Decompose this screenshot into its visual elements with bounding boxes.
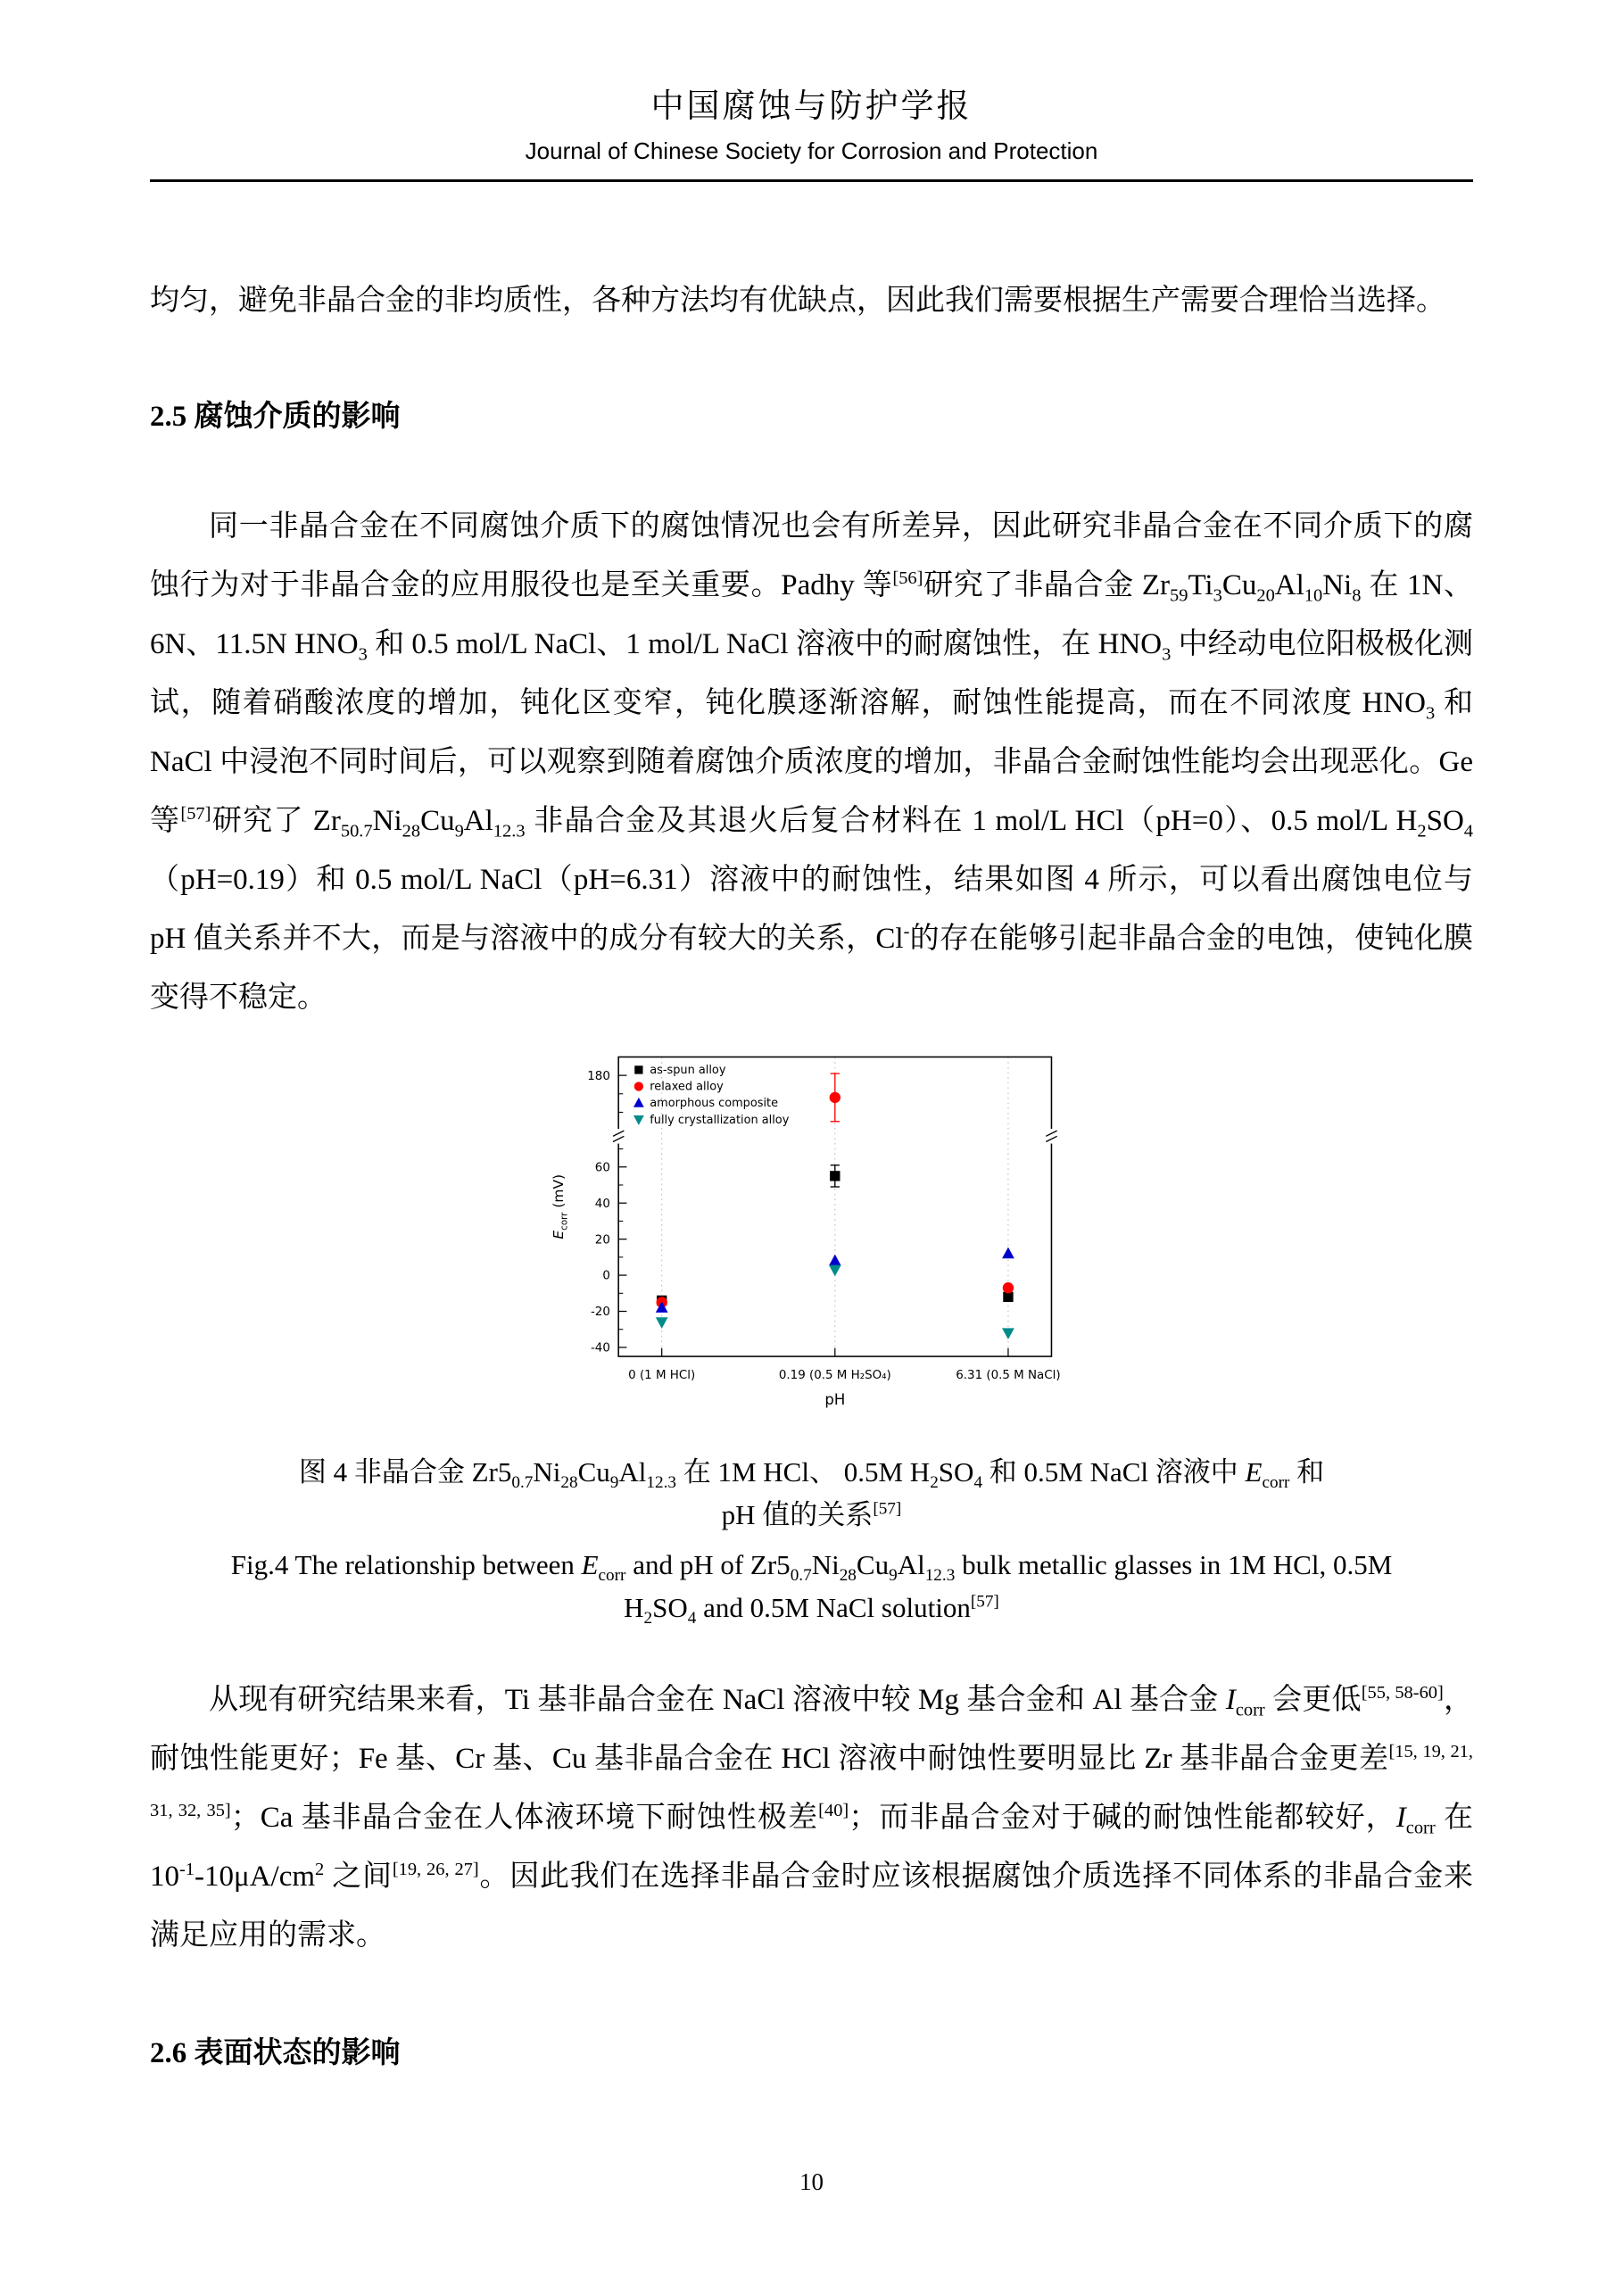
paragraph-main: 同一非晶合金在不同腐蚀介质下的腐蚀情况也会有所差异，因此研究非晶合金在不同介质下的腐蚀行为对于非晶合金的应用服役也是至关重要。Padhy 等[56]研究了非晶合金 $Zr_{59}Ti_3Cu_{20}Al_{10}Ni_8$ 在 1N、6N、11.5N $HNO_3$ 和 0.5 mol/L NaCl、1 mol/L NaCl 溶液中的耐腐蚀性，在 $HNO_3$ 中经动电位阳极极化测试，随着硝酸浓度的增加，钝化区变窄，钝化膜逐渐溶解，耐蚀性能提高，而在不同浓度 $HNO_3$ 和 NaCl 中浸泡不同时间后，可以观察到随着腐蚀介质浓度的增加，非晶合金耐蚀性能均会出现恶化。Ge 等[57]研究了 $Zr_{50.7}Ni_{28}Cu_9Al_{12.3}$ 非晶合金及其退火后复合材料在 1 mol/L HCl（pH=0）、0.5 mol/L $H_2SO_4(pH=0.19)$和 0.5 mol/L NaCl（pH=6.31）溶液中的耐蚀性，结果如图 4 所示，可以看出腐蚀电位与 pH 值关系并不大，而是与溶液中的成分有较大的关系，Cl-的存在能够引起非晶合金的电蚀，使钝化膜变得不稳定。 (150, 510, 1474, 1014)
section-heading-2-6: 2.6 表面状态的影响 (150, 2037, 401, 2069)
svg-text:-40: -40 (590, 1341, 610, 1355)
svg-text:relaxed alloy: relaxed alloy (649, 1080, 724, 1094)
page-number: 10 (799, 2168, 824, 2195)
svg-text:fully crystallization alloy: fully crystallization alloy (649, 1113, 789, 1127)
svg-text:20: 20 (594, 1233, 610, 1247)
figure-4-chart (535, 1043, 1089, 1439)
paragraph-discussion: 从现有研究结果来看，Ti 基非晶合金在 NaCl 溶液中较 Mg 基合金和 Al 基合金 $I_{corr}$ 会更低[55, 58-60]，耐蚀性能更好；Fe 基、Cr 基、Cu 基非晶合金在 HCl 溶液中耐蚀性要明显比 Zr 基非晶合金更差[15, 19, 21, 31, 32, 35]；Ca 基非晶合金在人体液环境下耐蚀性极差[40]；而非晶合金对于碱的耐蚀性能都较好，$I_{corr}$ 在 $10^{-1}-10\mu A/cm^2$ 之间[19, 26, 27]。因此我们在选择非晶合金时应该根据腐蚀介质选择不同体系的非晶合金来满足应用的需求。 (150, 1683, 1474, 1952)
svg-text:0: 0 (601, 1269, 610, 1283)
section-heading-2-5: 2.5 腐蚀介质的影响 (150, 401, 401, 433)
paragraph-intro: 均匀，避免非晶合金的非均质性，各种方法均有优缺点，因此我们需要根据生产需要合理恰当选择。 (150, 285, 1445, 317)
svg-text:0 (1 M HCl): 0 (1 M HCl) (627, 1368, 695, 1382)
header-divider (150, 179, 1473, 182)
journal-header (150, 79, 1473, 182)
journal-title-en: Journal of Chinese Society for Corrosion and Protection (525, 137, 1098, 164)
svg-text:as-spun alloy: as-spun alloy (649, 1064, 725, 1078)
svg-text:-20: -20 (590, 1305, 610, 1320)
svg-text:180: 180 (586, 1069, 610, 1083)
svg-text:6.31 (0.5 M NaCl): 6.31 (0.5 M NaCl) (955, 1368, 1061, 1382)
svg-text:pH: pH (824, 1390, 845, 1408)
svg-text:0.19 (0.5 M H₂SO₄): 0.19 (0.5 M H₂SO₄) (778, 1368, 891, 1382)
figure-4 (150, 1043, 1473, 1444)
svg-text:40: 40 (594, 1197, 610, 1211)
svg-text:Ecorr (mV): $E_{corr}$ (mV) (550, 1173, 569, 1239)
svg-text:amorphous composite: amorphous composite (649, 1097, 778, 1111)
journal-title-cn: 中国腐蚀与防护学报 (650, 88, 973, 125)
figure-4-caption-cn: 图 4 非晶合金 $Zr5_{0.7}Ni_{28}Cu_9Al_{12.3}$ 在 1M HCl、 0.5M $H_2SO_4$ 和 0.5M NaCl 溶液中 $E_{corr}$ 和 pH 值的关系[57] (298, 1456, 1325, 1530)
figure-4-caption-en: Fig.4 The relationship between $E_{corr}$ and pH of $Zr5_{0.7}Ni_{28}Cu_9Al_{12.3}$ bulk metallic glasses in 1M HCl, 0.5M $H_2SO_4$ and 0.5M NaCl solution[57] (230, 1549, 1393, 1629)
svg-text:60: 60 (594, 1161, 610, 1175)
